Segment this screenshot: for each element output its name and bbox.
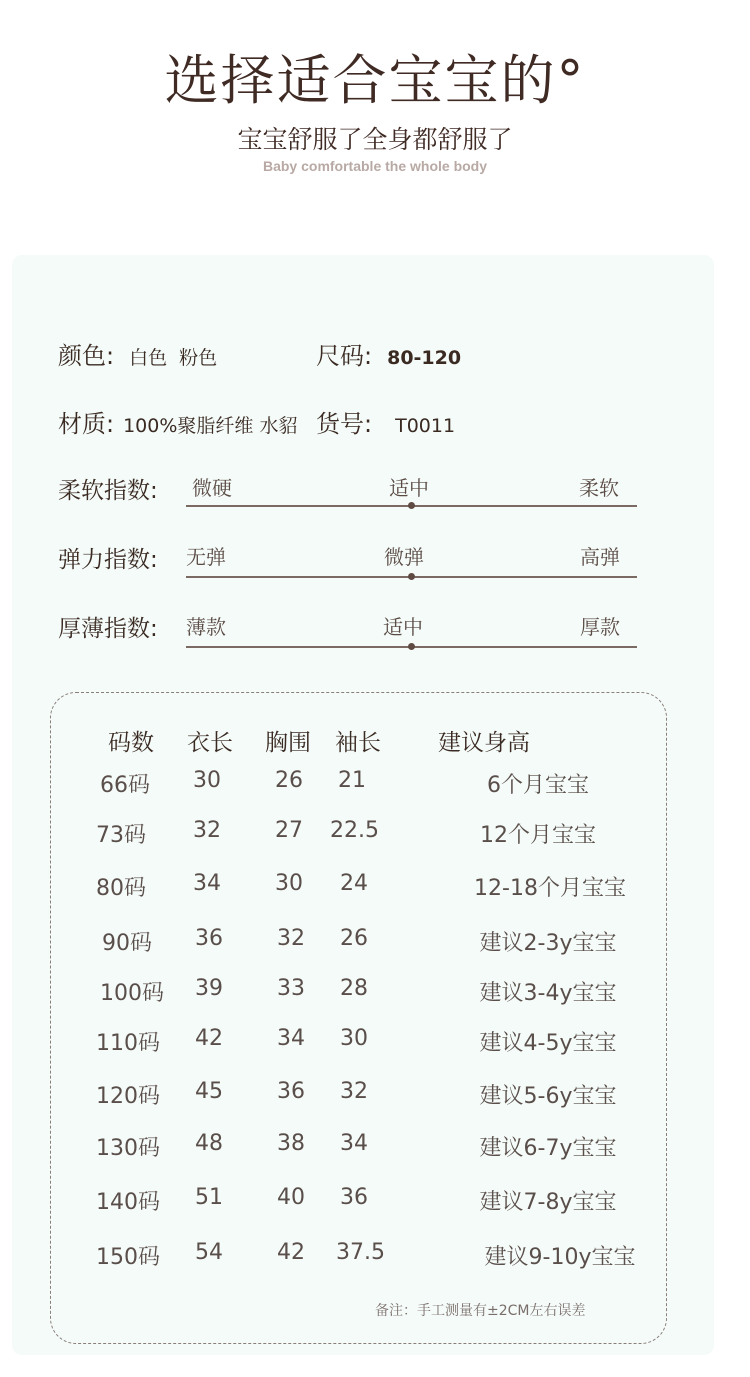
cell-length: 54: [195, 1240, 223, 1265]
cell-height: 建议7-8y宝宝: [479, 1190, 617, 1215]
cell-chest: 42: [277, 1240, 305, 1265]
cell-chest: 36: [277, 1079, 305, 1104]
color-value: 白色 粉色: [129, 347, 218, 369]
cell-sleeve: 30: [340, 1026, 368, 1051]
cell-length: 32: [193, 818, 221, 843]
scale-mid-text: 微弹: [384, 545, 424, 569]
index-label: 柔软指数:: [58, 478, 158, 504]
cell-height: 建议6-7y宝宝: [479, 1136, 617, 1161]
cell-sleeve: 26: [340, 926, 368, 951]
cell-length: 36: [195, 926, 223, 951]
cell-height: 建议9-10y宝宝: [484, 1245, 636, 1270]
cell-size: 80码: [96, 876, 146, 901]
cell-size: 120码: [96, 1084, 160, 1109]
table-header-length: 衣长: [187, 730, 233, 756]
cell-length: 39: [195, 976, 223, 1001]
cell-size: 66码: [100, 773, 150, 798]
cell-chest: 34: [277, 1026, 305, 1051]
page-subtitle: 宝宝舒服了全身都舒服了: [237, 125, 513, 154]
cell-height: 建议5-6y宝宝: [479, 1084, 617, 1109]
table-header-height: 建议身高: [438, 730, 530, 756]
scale-right-text: 厚款: [580, 615, 620, 639]
item-no-label: 货号:: [316, 410, 373, 438]
cell-height: 6个月宝宝: [487, 773, 589, 798]
cell-sleeve: 28: [340, 976, 368, 1001]
cell-length: 42: [195, 1026, 223, 1051]
table-note: 备注：手工测量有±2CM左右误差: [375, 1303, 586, 1319]
scale-marker: [408, 573, 415, 580]
index-label: 弹力指数:: [58, 547, 158, 573]
cell-chest: 30: [275, 871, 303, 896]
cell-sleeve: 36: [340, 1185, 368, 1210]
scale-right-text: 高弹: [580, 545, 620, 569]
size-row: [316, 336, 461, 371]
material-row: [58, 404, 297, 439]
page-subtitle-english: Baby comfortable the whole body: [262, 158, 488, 174]
table-header-chest: 胸围: [265, 730, 311, 756]
cell-sleeve: 34: [340, 1131, 368, 1156]
item-no-row: [316, 404, 455, 439]
cell-size: 110码: [96, 1031, 160, 1056]
cell-sleeve: 24: [340, 871, 368, 896]
scale-left-text: 无弹: [186, 545, 226, 569]
cell-chest: 33: [277, 976, 305, 1001]
cell-size: 90码: [102, 931, 152, 956]
cell-chest: 38: [277, 1131, 305, 1156]
cell-size: 100码: [100, 981, 164, 1006]
cell-size: 130码: [96, 1136, 160, 1161]
cell-height: 建议4-5y宝宝: [479, 1031, 617, 1056]
cell-sleeve: 22.5: [330, 818, 379, 843]
cell-size: 73码: [96, 823, 146, 848]
scale-left-text: 微硬: [192, 476, 232, 500]
material-label: 材质:: [58, 410, 115, 438]
index-label: 厚薄指数:: [58, 616, 158, 642]
cell-size: 140码: [96, 1190, 160, 1215]
color-label: 颜色:: [58, 342, 115, 370]
cell-chest: 40: [277, 1185, 305, 1210]
cell-size: 150码: [96, 1245, 160, 1270]
cell-height: 12-18个月宝宝: [474, 876, 626, 901]
size-label: 尺码:: [316, 342, 373, 370]
cell-sleeve: 21: [338, 768, 366, 793]
item-no-value: T0011: [395, 415, 456, 437]
color-row: [58, 336, 217, 371]
cell-length: 34: [193, 871, 221, 896]
scale-mid-text: 适中: [383, 615, 423, 639]
cell-length: 51: [195, 1185, 223, 1210]
cell-sleeve: 32: [340, 1079, 368, 1104]
cell-length: 45: [195, 1079, 223, 1104]
table-header-sleeve: 袖长: [335, 730, 381, 756]
cell-sleeve: 37.5: [336, 1240, 385, 1265]
size-value: 80-120: [387, 347, 462, 369]
cell-length: 48: [195, 1131, 223, 1156]
cell-height: 建议3-4y宝宝: [479, 981, 617, 1006]
scale-right-text: 柔软: [579, 476, 619, 500]
cell-chest: 26: [275, 768, 303, 793]
scale-left-text: 薄款: [186, 615, 226, 639]
cell-height: 12个月宝宝: [480, 823, 596, 848]
cell-chest: 32: [277, 926, 305, 951]
table-header-size: 码数: [108, 730, 154, 756]
page-title: 选择适合宝宝的°: [164, 49, 586, 112]
scale-mid-text: 适中: [389, 476, 429, 500]
cell-height: 建议2-3y宝宝: [479, 931, 617, 956]
cell-length: 30: [193, 768, 221, 793]
scale-marker: [408, 502, 415, 509]
material-value: 100%聚脂纤维 水貂: [123, 415, 298, 437]
scale-marker: [408, 643, 415, 650]
cell-chest: 27: [275, 818, 303, 843]
